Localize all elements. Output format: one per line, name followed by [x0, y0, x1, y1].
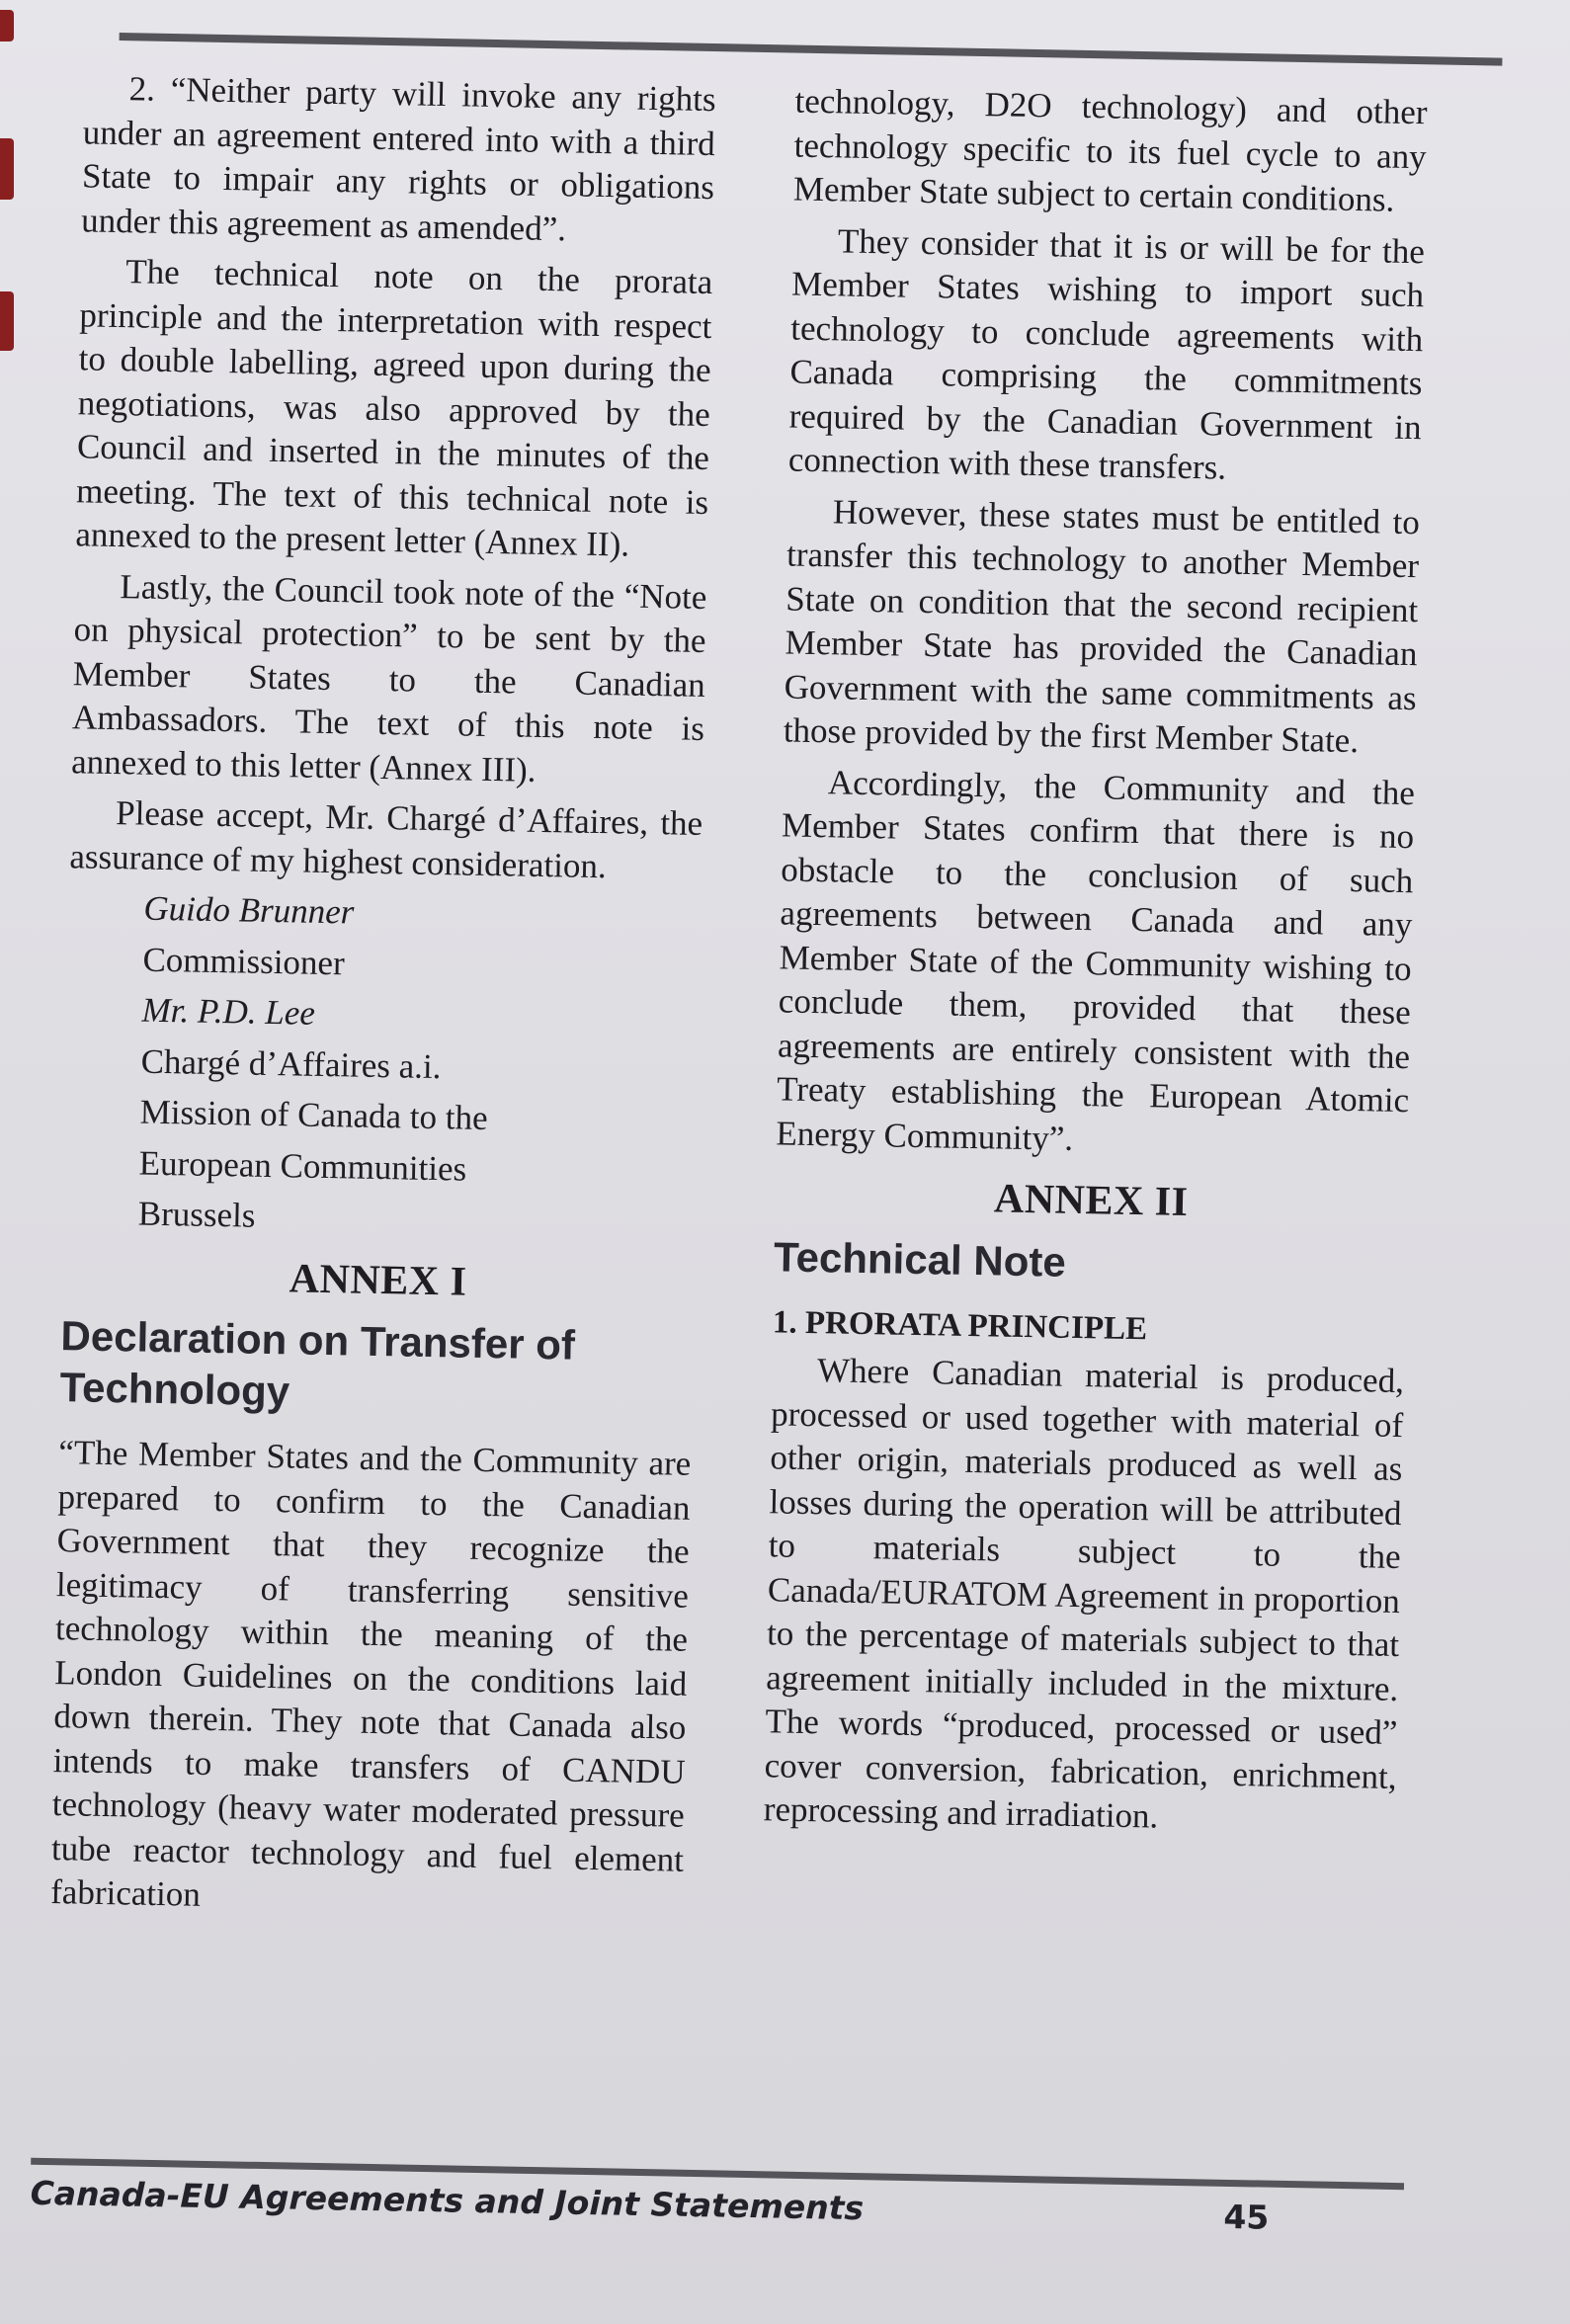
- body-paragraph: technology, D2O technology) and other technology specific to its fuel cycle to any Member State subject to certain conditions.: [792, 81, 1428, 219]
- top-rule: [120, 33, 1503, 66]
- body-paragraph: “The Member States and the Community are prepared to confirm to the Canadian Government that they recognize the legitimacy of transferring sensitive technology within the meaning of the London Guidelines on the conditions laid down therein. They note that Canada also intends to make transfers of CANDU technology (heavy water moderated pressure tube reactor technology and fuel element fabrication: [49, 1433, 692, 1914]
- addressee-name: Mr. P.D. Lee: [141, 990, 316, 1033]
- addressee-title: Chargé d’Affaires a.i.: [140, 1041, 442, 1086]
- page-number: 45: [1223, 2197, 1270, 2237]
- city-line: Brussels: [137, 1194, 256, 1235]
- signatory-name: Guido Brunner: [143, 888, 355, 932]
- binding-edge: [0, 10, 14, 42]
- body-paragraph: However, these states must be entitled to transfer this technology to another Member State on condition that the second recipient Member State has provided the Canadian Government with the same commitments as those provided by the first Member State.: [783, 491, 1421, 761]
- annex-label: ANNEX II: [993, 1176, 1189, 1226]
- body-paragraph: Please accept, Mr. Chargé d’Affaires, the assurance of my highest consideration.: [69, 793, 703, 885]
- body-paragraph: Lastly, the Council took note of the “Note on physical protection” to be sent by the Member States to the Canadian Ambassadors. The text of this note is annexed to this letter (Annex III).: [70, 566, 707, 789]
- body-paragraph: They consider that it is or will be for the Member States wishing to import such technology to conclude agreements with Canada comprising the commitments required by the Canadian Government in connection with these transfers.: [787, 220, 1426, 487]
- binding-edge: [0, 291, 14, 351]
- section-heading: Technical Note: [773, 1232, 1067, 1286]
- page-content: [0, 32, 1512, 2282]
- section-heading: Declaration on Transfer of Technology: [59, 1312, 576, 1415]
- binding-edge: [0, 138, 14, 200]
- body-paragraph: Where Canadian material is produced, processed or used together with material of other origin, materials produced as well as losses during the operation will be attributed to materials subject to the Canada/EURATOM Agreement in proportion to the percentage of materials subject to that agreement initially included in the mixture. The words “produced, processed or used” cover conversion, fabrication, enrichment, reprocessing and irradiation.: [763, 1351, 1405, 1836]
- mission-line: Mission of Canada to the: [139, 1092, 488, 1138]
- annex-label: ANNEX I: [289, 1255, 467, 1305]
- left-column: [50, 66, 716, 1933]
- body-paragraph: Accordingly, the Community and the Member States confirm that there is no obstacle to the conclusion of such agreements between Canada and any Member State of the Community wishing to conclude them, provided that these agreements are entirely consistent with the Treaty establishing the European Atomic Energy Community”.: [776, 762, 1416, 1158]
- subsection-heading: 1. PRORATA PRINCIPLE: [772, 1303, 1148, 1347]
- body-paragraph: The technical note on the prorata principle and the interpretation with respect to double labelling, agreed upon during the negotiations, was also approved by the Council and inserted in the minutes of the meeting. The text of this technical note is annexed to the present letter (Annex II).: [75, 252, 713, 564]
- right-column: [763, 80, 1428, 1851]
- mission-line: European Communities: [138, 1143, 467, 1189]
- footer-title: Canada-EU Agreements and Joint Statements: [30, 2173, 865, 2228]
- signatory-title: Commissioner: [142, 940, 346, 982]
- body-paragraph: 2. “Neither party will invoke any rights under an agreement entered into with a third State to impair any rights or obligations under this agreement as amended”.: [80, 69, 716, 248]
